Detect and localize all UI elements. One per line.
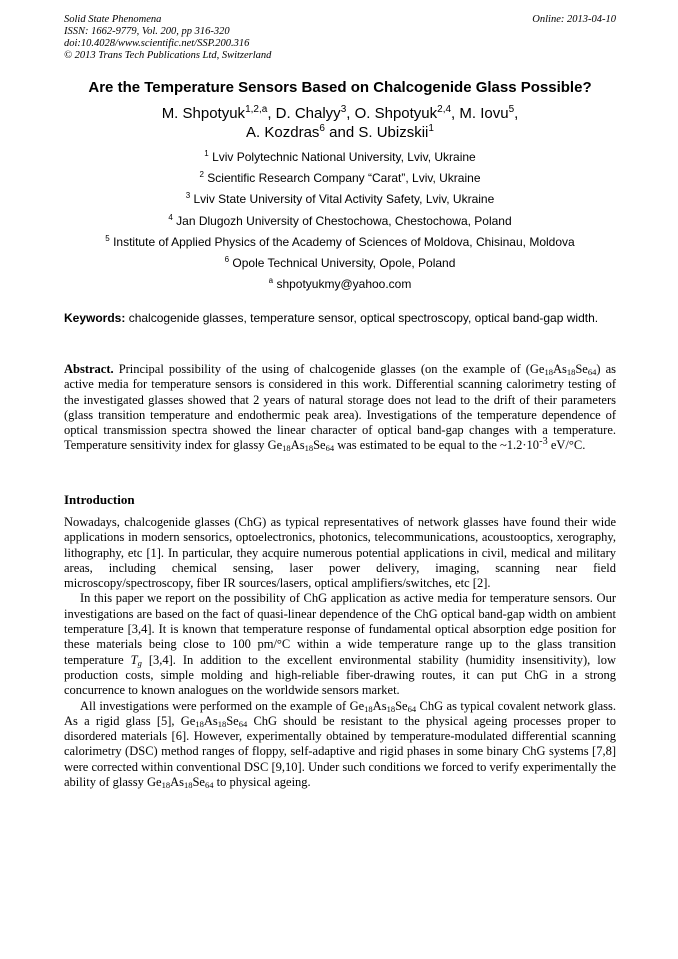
section-heading: Introduction bbox=[64, 492, 135, 507]
abstract-label: Abstract. bbox=[64, 362, 114, 376]
author-separator: , bbox=[346, 105, 355, 122]
affiliation bbox=[60, 253, 620, 274]
paper-title: Are the Temperature Sensors Based on Chalcogenide Glass Possible? bbox=[88, 79, 592, 96]
abstract-text: as active media for temperature sensors is considered in this work. Differential scanning calorimetry testing of the investigated glasses showed that 2 years of natural storage does not lead to the drift of their parameters (glass transition temperature and endothermic peak area). Investigations of the temperature dependence of optical transmission spectra showed the linear character of optical band-gap changes with a temperature. Temperature sensitivity index for glassy bbox=[64, 362, 616, 453]
author-separator: , bbox=[267, 105, 276, 122]
chemical-formula: $Ge_{18}As_{18}Se_{64}$ bbox=[267, 438, 335, 454]
author-separator: , bbox=[514, 105, 519, 122]
email-line bbox=[60, 274, 620, 295]
author-separator: and bbox=[324, 124, 359, 141]
author-affil-mark: 2,4 bbox=[437, 104, 452, 115]
affil-mark: 3 bbox=[185, 191, 191, 201]
online-date: Online: 2013-04-10 bbox=[532, 14, 616, 25]
affil-mark: 2 bbox=[199, 170, 204, 180]
exponent: -3 bbox=[539, 436, 548, 448]
author: M. Iovu bbox=[459, 105, 509, 122]
affil-mark: 5 bbox=[105, 233, 110, 243]
affil-text: Scientific Research Company “Carat”, Lviv, Ukraine bbox=[207, 171, 481, 186]
keywords-text: chalcogenide glasses, temperature sensor, optical spectroscopy, optical band-gap width. bbox=[128, 311, 599, 325]
affil-text: Lviv Polytechnic National University, Lviv, Ukraine bbox=[212, 150, 476, 164]
abstract bbox=[64, 362, 616, 454]
paragraph: Nowadays, chalcogenide glasses (ChG) as typical representatives of network glasses have found their wide applications in modern sensorics, optoelectronics, photonics, telecommunications, acoustooptics, xerography, lithography, etc [1]. In particular, they acquire numerous potential applications in civil, medical and military areas, including chemical sensing, laser power delivery, imaging, scanning near field microscopy/spectroscopy, fiber IR sources/lasers, optical amplifiers/switches, etc [2]. bbox=[64, 515, 616, 591]
affil-mark: 4 bbox=[168, 212, 173, 222]
abstract-text: Principal possibility of the using of chalcogenide glasses (on the example of bbox=[118, 362, 521, 376]
affil-text: Institute of Applied Physics of the Academy of Sciences of Moldova, Chisinau, Moldova bbox=[113, 234, 575, 249]
author: A. Kozdras bbox=[246, 124, 320, 141]
affiliation bbox=[60, 189, 620, 210]
journal-header bbox=[64, 14, 616, 62]
affil-mark: a bbox=[268, 276, 274, 286]
chemical-formula: $Ge_{18}As_{18}Se_{64}$ bbox=[180, 713, 248, 729]
tg-symbol: $T_g$ bbox=[130, 652, 142, 668]
affil-text: Lviv State University of Vital Activity Safety, Lviv, Ukraine bbox=[193, 192, 495, 207]
author: S. Ubizskii bbox=[358, 124, 429, 141]
paragraph: All investigations were performed on the example of $Ge_{18}As_{18}Se_{64}$ ChG as typical covalent network glass. As a rigid glass [5], $Ge_{18}As_{18}Se_{64}$ ChG should be resistant to the physical ageing processes proper to disordered materials [6]. However, experimentally obtained by temperature-modulated differential scanning calorimetry (DSC) method ranges of floppy, self-adaptive and rigid phases in some binary ChG systems [7,8] were corrected within conventional DSC [9,10]. Under such conditions we forced to verify experimentally the ability of glassy $Ge_{18}As_{18}Se_{64}$ to physical ageing. bbox=[64, 698, 617, 791]
abstract-text: was estimated to be equal to the ~1.2·10 bbox=[337, 438, 540, 453]
author-separator: , bbox=[451, 105, 460, 122]
chemical-formula: $Ge_{18}As_{18}Se_{64}$ bbox=[146, 775, 214, 791]
author: O. Shpotyuk bbox=[354, 105, 438, 122]
journal-name: Solid State Phenomena bbox=[64, 14, 162, 25]
keywords-label: Keywords: bbox=[64, 311, 126, 325]
chemical-formula: $(Ge_{18}As_{18}Se_{64})$ bbox=[525, 362, 601, 377]
affil-text: Opole Technical University, Opole, Poland bbox=[232, 255, 456, 270]
affiliation bbox=[60, 147, 620, 168]
author-affil-mark: 1,2,a bbox=[245, 104, 268, 115]
keywords bbox=[64, 311, 616, 326]
affiliation-list bbox=[60, 147, 620, 295]
affiliation bbox=[60, 232, 620, 253]
affil-mark: 6 bbox=[224, 254, 230, 264]
email-link[interactable]: shpotyukmy@yahoo.com bbox=[276, 277, 412, 292]
unit: eV/°C. bbox=[547, 438, 586, 453]
issn-line: ISSN: 1662-9779, Vol. 200, pp 316-320 bbox=[64, 26, 230, 37]
affil-text: Jan Dlugozh University of Chestochowa, Chestochowa, Poland bbox=[176, 213, 512, 228]
author-affil-mark: 1 bbox=[428, 123, 434, 134]
chemical-formula: $Ge_{18}As_{18}Se_{64}$ bbox=[349, 698, 417, 714]
author-affil-mark: 6 bbox=[319, 123, 325, 134]
author: M. Shpotyuk bbox=[161, 105, 246, 122]
author: D. Chalyy bbox=[275, 105, 341, 122]
affiliation bbox=[60, 168, 620, 189]
author-affil-mark: 3 bbox=[340, 104, 347, 115]
affil-mark: 1 bbox=[204, 149, 209, 158]
author-affil-mark: 5 bbox=[508, 104, 515, 115]
paragraph: In this paper we report on the possibility of ChG application as active media for temperature sensors. Our investigations are based on the fact of quasi-linear dependence of the ChG optical band-gap width on ambient temperature [3,4]. It is known that temperature response of fundamental optical absorption edge position for these materials being close to 100 pm/°C within a wide temperature range up to the glass transition temperature $T_g$ [3,4]. In addition to the excellent environmental stability (humidity insensitivity), low production costs, simple molding and high-reliable fiber-drawing routes, it can put ChG in a strong concurrence to known analogues on the worldwide sensors market. bbox=[64, 591, 616, 698]
introduction-body bbox=[64, 515, 616, 790]
copyright-line: © 2013 Trans Tech Publications Ltd, Switzerland bbox=[64, 50, 272, 61]
author-list bbox=[60, 104, 620, 142]
affiliation bbox=[60, 211, 620, 232]
doi-line: doi:10.4028/www.scientific.net/SSP.200.316 bbox=[64, 38, 250, 49]
